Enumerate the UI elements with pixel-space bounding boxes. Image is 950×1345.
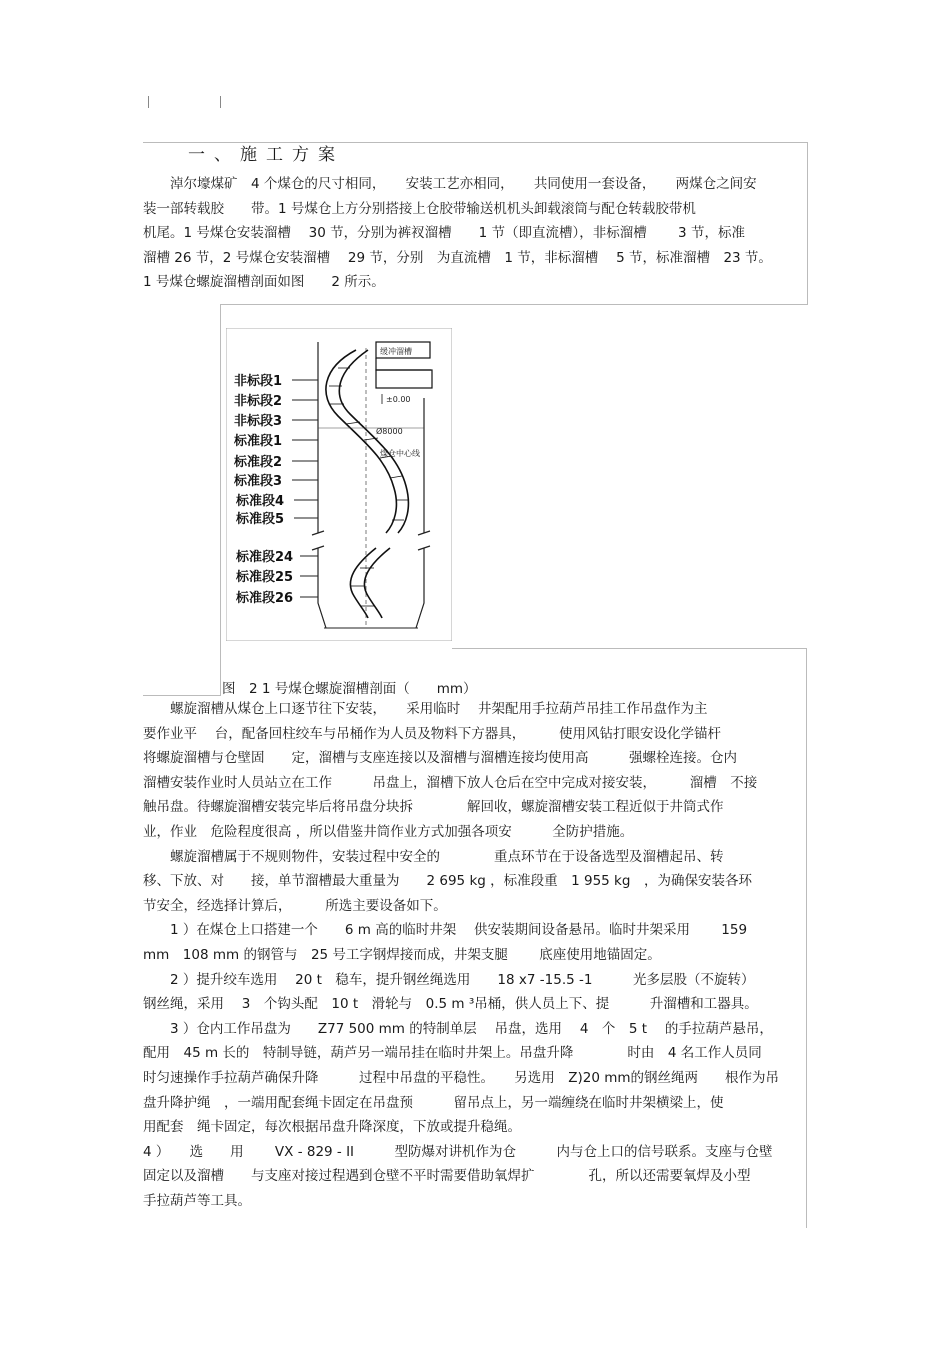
segment-label: 标准段1 [234,434,283,449]
text-line: 要作业平 台，配备回柱绞车与吊桶作为人员及物料下方器具， 使用风钻打眼安设化学锚杆 [143,725,722,742]
segment-label: 标准段24 [236,550,294,565]
frame-mid-line [220,304,808,305]
segment-label: 非标段1 [234,374,283,389]
frame-figure-bottom [452,648,807,649]
segment-label: 非标段3 [234,414,283,429]
text-line: 手拉葫芦等工具。 [143,1192,251,1209]
text-line: 业，作业 危险程度很高 ，所以借鉴井筒作业方式加强各项安 全防护措施。 [143,823,634,840]
segment-label: 标准段25 [236,570,294,585]
segment-label: 标准段4 [236,494,285,509]
segment-label: 标准段5 [236,512,285,527]
text-line: 3 ）仓内工作吊盘为 Z77 500 mm 的特制单层 吊盘，选用 4 个 5 t 的手拉葫芦悬吊， [143,1020,773,1037]
text-line: 1 号煤仓螺旋溜槽剖面如图 2 所示。 [143,274,385,291]
text-line: 配用 45 m 长的 特制导链，葫芦另一端吊挂在临时井架上。吊盘升降 时由 4 名工作人员同 [143,1045,762,1062]
section-heading: 一、施工方案 [188,145,344,165]
text-line: 盘升降护绳 ，一端用配套绳卡固定在吊盘预 留吊点上，另一端缠绕在临时井架横梁上，使 [143,1094,724,1111]
text-line: 淖尔壕煤矿 4 个煤仓的尺寸相同， 安装工艺亦相同， 共同使用一套设备， 两煤仓之间安 [143,176,757,192]
intro-paragraph [143,172,808,295]
text-line: 2 ）提升绞车选用 20 t 稳车，提升钢丝绳选用 18 x7 -15.5 -1 光多层股（不旋转） [143,971,755,988]
figure-frame-left [220,304,221,696]
page-corner-mark [148,96,149,108]
text-line: 节安全，经选择计算后， 所选主要设备如下。 [143,897,447,914]
text-line: 螺旋溜槽属于不规则物件，安装过程中安全的 重点环节在于设备选型及溜槽起吊、转 [143,848,724,865]
page-corner-mark [220,96,221,108]
segment-label: 标准段26 [236,591,294,606]
text-line: 触吊盘。待螺旋溜槽安装完毕后将吊盘分块拆 解回收，螺旋溜槽安装工程近似于井筒式作 [143,799,724,816]
level-label: ±0.00 [386,395,411,404]
figure-caption: 图 2 1 号煤仓螺旋溜槽剖面（ mm） [222,681,477,697]
text-line: 螺旋溜槽从煤仓上口逐节往下安装， 采用临时 井架配用手拉葫芦吊挂工作吊盘作为主 [143,701,708,717]
diameter-label: Ø8000 [376,427,403,436]
body-paragraphs [143,697,808,1213]
text-line: 用配套 绳卡固定，每次根据吊盘升降深度，下放或提升稳绳。 [143,1119,521,1136]
text-line: 溜槽安装作业时人员站立在工作 吊盘上，溜槽下放人仓后在空中完成对接安装， 溜槽 不接 [143,774,758,791]
text-line: 装一部转载胶 带。1 号煤仓上方分别搭接上仓胶带输送机机头卸载滚筒与配仓转载胶带机 [143,200,696,217]
segment-labels-lower [235,549,293,606]
text-line: 将螺旋溜槽与仓壁固 定，溜槽与支座连接以及溜槽与溜槽连接均使用高 强螺栓连接。仓内 [143,750,737,767]
text-line: 溜槽 26 节，2 号煤仓安装溜槽 29 节，分别 为直流槽 1 节，非标溜槽 5 节，标准溜槽 23 节。 [143,249,772,266]
text-line: 4 ） 选 用 VX - 829 - II 型防爆对讲机作为仓 内与仓上口的信号联系。支座与仓壁 [143,1143,773,1160]
segment-label: 标准段2 [234,455,283,470]
frame-caption-line [143,695,221,696]
text-line: 时匀速操作手拉葫芦确保升降 过程中吊盘的平稳性。 另选用 Z)20 mm的钢丝绳两 根作为吊 [143,1069,780,1086]
text-line: 1 ）在煤仓上口搭建一个 6 m 高的临时井架 供安装期间设备悬吊。临时井架采用 159 [143,922,748,939]
chute-section-figure [226,328,452,641]
text-line: 固定以及溜槽 与支座对接过程遇到仓壁不平时需要借助氧焊扩 孔，所以还需要氧焊及小型 [143,1168,751,1185]
text-line: 钢丝绳，采用 3 个钩头配 10 t 滑轮与 0.5 m ³吊桶，供人员上下、提 升溜槽和工器具。 [143,996,758,1013]
center-line-label: 煤仓中心线 [380,449,420,458]
text-line: mm 108 mm 的钢管与 25 号工字钢焊接而成，井架支腿 底座使用地锚固定。 [143,946,661,963]
segment-label: 标准段3 [234,474,283,489]
text-line: 移、下放、对 接，单节溜槽最大重量为 2 695 kg ，标准段重 1 955 kg ，为确保安装各环 [143,873,752,890]
segment-label: 非标段2 [234,394,283,409]
text-line: 机尾。1 号煤仓安装溜槽 30 节，分别为裤衩溜槽 1 节（即直流槽），非标溜槽 3 节，标准 [143,225,745,242]
buffer-chute-label: 缓冲溜槽 [380,347,412,356]
